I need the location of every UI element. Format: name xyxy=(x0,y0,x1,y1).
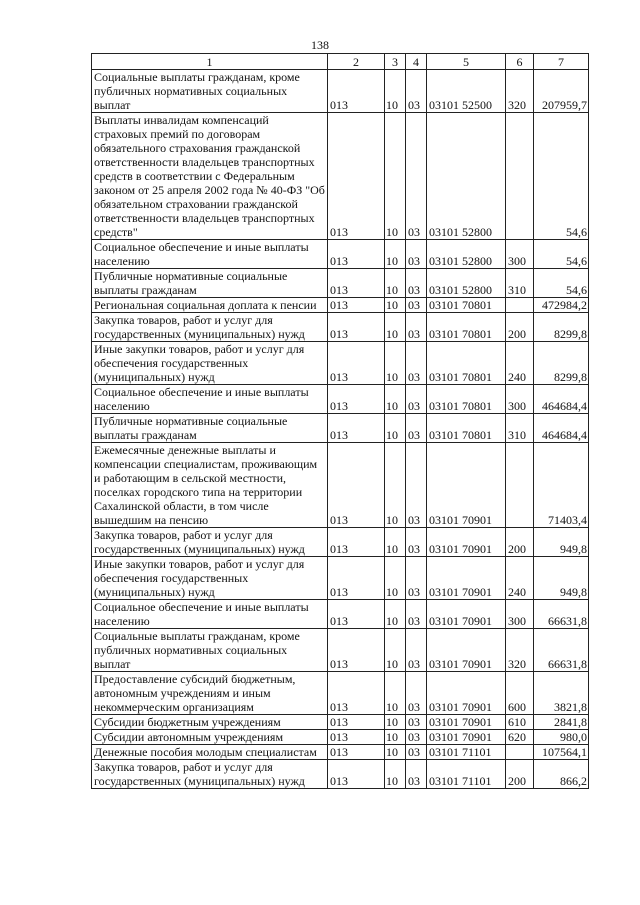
table-row xyxy=(92,414,589,443)
cell-expense-type: 600 xyxy=(506,672,534,715)
cell-amount: 66631,8 xyxy=(534,600,589,629)
page-number: 138 xyxy=(311,38,329,52)
table-row xyxy=(92,672,589,715)
cell-subsection: 03 xyxy=(406,240,427,269)
cell-amount: 949,8 xyxy=(534,557,589,600)
cell-target-article: 03101 52800 xyxy=(427,269,506,298)
cell-name: Социальное обеспечение и иные выплаты населению xyxy=(92,385,328,414)
cell-amount: 54,6 xyxy=(534,240,589,269)
cell-ministry-code: 013 xyxy=(328,414,385,443)
cell-section: 10 xyxy=(385,298,406,313)
cell-subsection: 03 xyxy=(406,528,427,557)
cell-name: Социальные выплаты гражданам, кроме публичных нормативных социальных выплат xyxy=(92,70,328,113)
cell-target-article: 03101 70901 xyxy=(427,715,506,730)
cell-target-article: 03101 70901 xyxy=(427,672,506,715)
cell-target-article: 03101 70801 xyxy=(427,342,506,385)
cell-section: 10 xyxy=(385,629,406,672)
cell-expense-type: 240 xyxy=(506,557,534,600)
cell-name: Публичные нормативные социальные выплаты гражданам xyxy=(92,269,328,298)
cell-ministry-code: 013 xyxy=(328,528,385,557)
cell-target-article: 03101 70801 xyxy=(427,385,506,414)
cell-target-article: 03101 70801 xyxy=(427,313,506,342)
cell-amount: 66631,8 xyxy=(534,629,589,672)
cell-subsection: 03 xyxy=(406,298,427,313)
table-row xyxy=(92,240,589,269)
cell-ministry-code: 013 xyxy=(328,672,385,715)
column-header: 4 xyxy=(406,54,427,70)
cell-expense-type: 200 xyxy=(506,760,534,789)
cell-name: Закупка товаров, работ и услуг для государственных (муниципальных) нужд xyxy=(92,760,328,789)
cell-expense-type: 300 xyxy=(506,600,534,629)
table-row xyxy=(92,385,589,414)
cell-ministry-code: 013 xyxy=(328,385,385,414)
table-row xyxy=(92,745,589,760)
cell-amount: 464684,4 xyxy=(534,414,589,443)
cell-target-article: 03101 71101 xyxy=(427,760,506,789)
table-row xyxy=(92,528,589,557)
cell-amount: 949,8 xyxy=(534,528,589,557)
cell-name: Субсидии бюджетным учреждениям xyxy=(92,715,328,730)
cell-expense-type: 320 xyxy=(506,70,534,113)
cell-amount: 2841,8 xyxy=(534,715,589,730)
cell-subsection: 03 xyxy=(406,745,427,760)
cell-subsection: 03 xyxy=(406,385,427,414)
cell-expense-type xyxy=(506,745,534,760)
cell-expense-type xyxy=(506,298,534,313)
cell-subsection: 03 xyxy=(406,629,427,672)
cell-target-article: 03101 70801 xyxy=(427,298,506,313)
table-row xyxy=(92,269,589,298)
cell-section: 10 xyxy=(385,70,406,113)
cell-expense-type: 310 xyxy=(506,269,534,298)
cell-target-article: 03101 70901 xyxy=(427,600,506,629)
column-header: 3 xyxy=(385,54,406,70)
cell-name: Публичные нормативные социальные выплаты гражданам xyxy=(92,414,328,443)
column-header: 7 xyxy=(534,54,589,70)
cell-target-article: 03101 70901 xyxy=(427,443,506,528)
budget-table xyxy=(91,53,589,789)
cell-subsection: 03 xyxy=(406,672,427,715)
cell-amount: 8299,8 xyxy=(534,313,589,342)
cell-section: 10 xyxy=(385,385,406,414)
cell-ministry-code: 013 xyxy=(328,240,385,269)
cell-name: Закупка товаров, работ и услуг для государственных (муниципальных) нужд xyxy=(92,528,328,557)
table-row xyxy=(92,313,589,342)
column-header: 6 xyxy=(506,54,534,70)
cell-target-article: 03101 52800 xyxy=(427,240,506,269)
table-row xyxy=(92,715,589,730)
cell-expense-type xyxy=(506,113,534,240)
cell-amount: 866,2 xyxy=(534,760,589,789)
cell-subsection: 03 xyxy=(406,443,427,528)
cell-ministry-code: 013 xyxy=(328,745,385,760)
cell-subsection: 03 xyxy=(406,600,427,629)
cell-ministry-code: 013 xyxy=(328,557,385,600)
cell-ministry-code: 013 xyxy=(328,298,385,313)
cell-target-article: 03101 70901 xyxy=(427,730,506,745)
cell-section: 10 xyxy=(385,414,406,443)
cell-section: 10 xyxy=(385,342,406,385)
cell-subsection: 03 xyxy=(406,414,427,443)
cell-section: 10 xyxy=(385,760,406,789)
cell-name: Предоставление субсидий бюджетным, автономным учреждениям и иным некоммерческим организациям xyxy=(92,672,328,715)
cell-name: Социальное обеспечение и иные выплаты населению xyxy=(92,600,328,629)
column-header: 1 xyxy=(92,54,328,70)
cell-amount: 464684,4 xyxy=(534,385,589,414)
cell-expense-type: 300 xyxy=(506,240,534,269)
cell-expense-type: 200 xyxy=(506,313,534,342)
cell-amount: 54,6 xyxy=(534,269,589,298)
cell-section: 10 xyxy=(385,557,406,600)
cell-ministry-code: 013 xyxy=(328,760,385,789)
cell-expense-type: 620 xyxy=(506,730,534,745)
cell-ministry-code: 013 xyxy=(328,313,385,342)
cell-name: Региональная социальная доплата к пенсии xyxy=(92,298,328,313)
table-row xyxy=(92,600,589,629)
cell-target-article: 03101 70901 xyxy=(427,528,506,557)
table-row xyxy=(92,298,589,313)
cell-name: Иные закупки товаров, работ и услуг для обеспечения государственных (муниципальных) нужд xyxy=(92,342,328,385)
table-body xyxy=(92,70,589,789)
cell-name: Иные закупки товаров, работ и услуг для обеспечения государственных (муниципальных) нужд xyxy=(92,557,328,600)
cell-name: Закупка товаров, работ и услуг для государственных (муниципальных) нужд xyxy=(92,313,328,342)
cell-subsection: 03 xyxy=(406,760,427,789)
cell-subsection: 03 xyxy=(406,269,427,298)
cell-section: 10 xyxy=(385,528,406,557)
cell-amount: 980,0 xyxy=(534,730,589,745)
cell-section: 10 xyxy=(385,443,406,528)
cell-expense-type: 300 xyxy=(506,385,534,414)
cell-expense-type: 610 xyxy=(506,715,534,730)
cell-section: 10 xyxy=(385,672,406,715)
table-header-row xyxy=(92,54,589,70)
cell-section: 10 xyxy=(385,715,406,730)
table-row xyxy=(92,730,589,745)
cell-ministry-code: 013 xyxy=(328,600,385,629)
cell-target-article: 03101 52500 xyxy=(427,70,506,113)
cell-expense-type: 310 xyxy=(506,414,534,443)
cell-ministry-code: 013 xyxy=(328,715,385,730)
cell-target-article: 03101 70901 xyxy=(427,557,506,600)
cell-name: Субсидии автономным учреждениям xyxy=(92,730,328,745)
cell-subsection: 03 xyxy=(406,557,427,600)
cell-section: 10 xyxy=(385,600,406,629)
cell-subsection: 03 xyxy=(406,715,427,730)
cell-amount: 472984,2 xyxy=(534,298,589,313)
cell-expense-type: 320 xyxy=(506,629,534,672)
cell-ministry-code: 013 xyxy=(328,443,385,528)
cell-amount: 207959,7 xyxy=(534,70,589,113)
cell-name: Ежемесячные денежные выплаты и компенсации специалистам, проживающим и работающим в сельской местности, поселках городского типа на территории Сахалинской области, в том числе вышедшим на пенсию xyxy=(92,443,328,528)
cell-expense-type: 240 xyxy=(506,342,534,385)
cell-name: Выплаты инвалидам компенсаций страховых премий по договорам обязательного страхования гражданской ответственности владельцев транспортных средств в соответствии с Федеральным законом от 25 апреля 2002 года № 40-ФЗ "Об обязательном страховании гражданской ответственности владельцев транспортных средств" xyxy=(92,113,328,240)
cell-name: Денежные пособия молодым специалистам xyxy=(92,745,328,760)
cell-section: 10 xyxy=(385,313,406,342)
cell-ministry-code: 013 xyxy=(328,730,385,745)
cell-expense-type: 200 xyxy=(506,528,534,557)
cell-ministry-code: 013 xyxy=(328,629,385,672)
cell-expense-type xyxy=(506,443,534,528)
cell-amount: 107564,1 xyxy=(534,745,589,760)
cell-amount: 54,6 xyxy=(534,113,589,240)
cell-subsection: 03 xyxy=(406,70,427,113)
cell-target-article: 03101 52800 xyxy=(427,113,506,240)
cell-section: 10 xyxy=(385,730,406,745)
cell-ministry-code: 013 xyxy=(328,113,385,240)
cell-section: 10 xyxy=(385,745,406,760)
cell-ministry-code: 013 xyxy=(328,70,385,113)
cell-name: Социальные выплаты гражданам, кроме публичных нормативных социальных выплат xyxy=(92,629,328,672)
cell-subsection: 03 xyxy=(406,342,427,385)
cell-ministry-code: 013 xyxy=(328,269,385,298)
table-row xyxy=(92,760,589,789)
cell-section: 10 xyxy=(385,240,406,269)
cell-section: 10 xyxy=(385,269,406,298)
table-row xyxy=(92,629,589,672)
cell-section: 10 xyxy=(385,113,406,240)
table-row xyxy=(92,70,589,113)
cell-ministry-code: 013 xyxy=(328,342,385,385)
cell-subsection: 03 xyxy=(406,730,427,745)
cell-target-article: 03101 71101 xyxy=(427,745,506,760)
cell-target-article: 03101 70901 xyxy=(427,629,506,672)
table-row xyxy=(92,113,589,240)
column-header: 5 xyxy=(427,54,506,70)
cell-amount: 8299,8 xyxy=(534,342,589,385)
cell-name: Социальное обеспечение и иные выплаты населению xyxy=(92,240,328,269)
table-row xyxy=(92,557,589,600)
cell-subsection: 03 xyxy=(406,113,427,240)
table-row xyxy=(92,443,589,528)
cell-target-article: 03101 70801 xyxy=(427,414,506,443)
column-header: 2 xyxy=(328,54,385,70)
cell-amount: 71403,4 xyxy=(534,443,589,528)
cell-subsection: 03 xyxy=(406,313,427,342)
cell-amount: 3821,8 xyxy=(534,672,589,715)
table-row xyxy=(92,342,589,385)
